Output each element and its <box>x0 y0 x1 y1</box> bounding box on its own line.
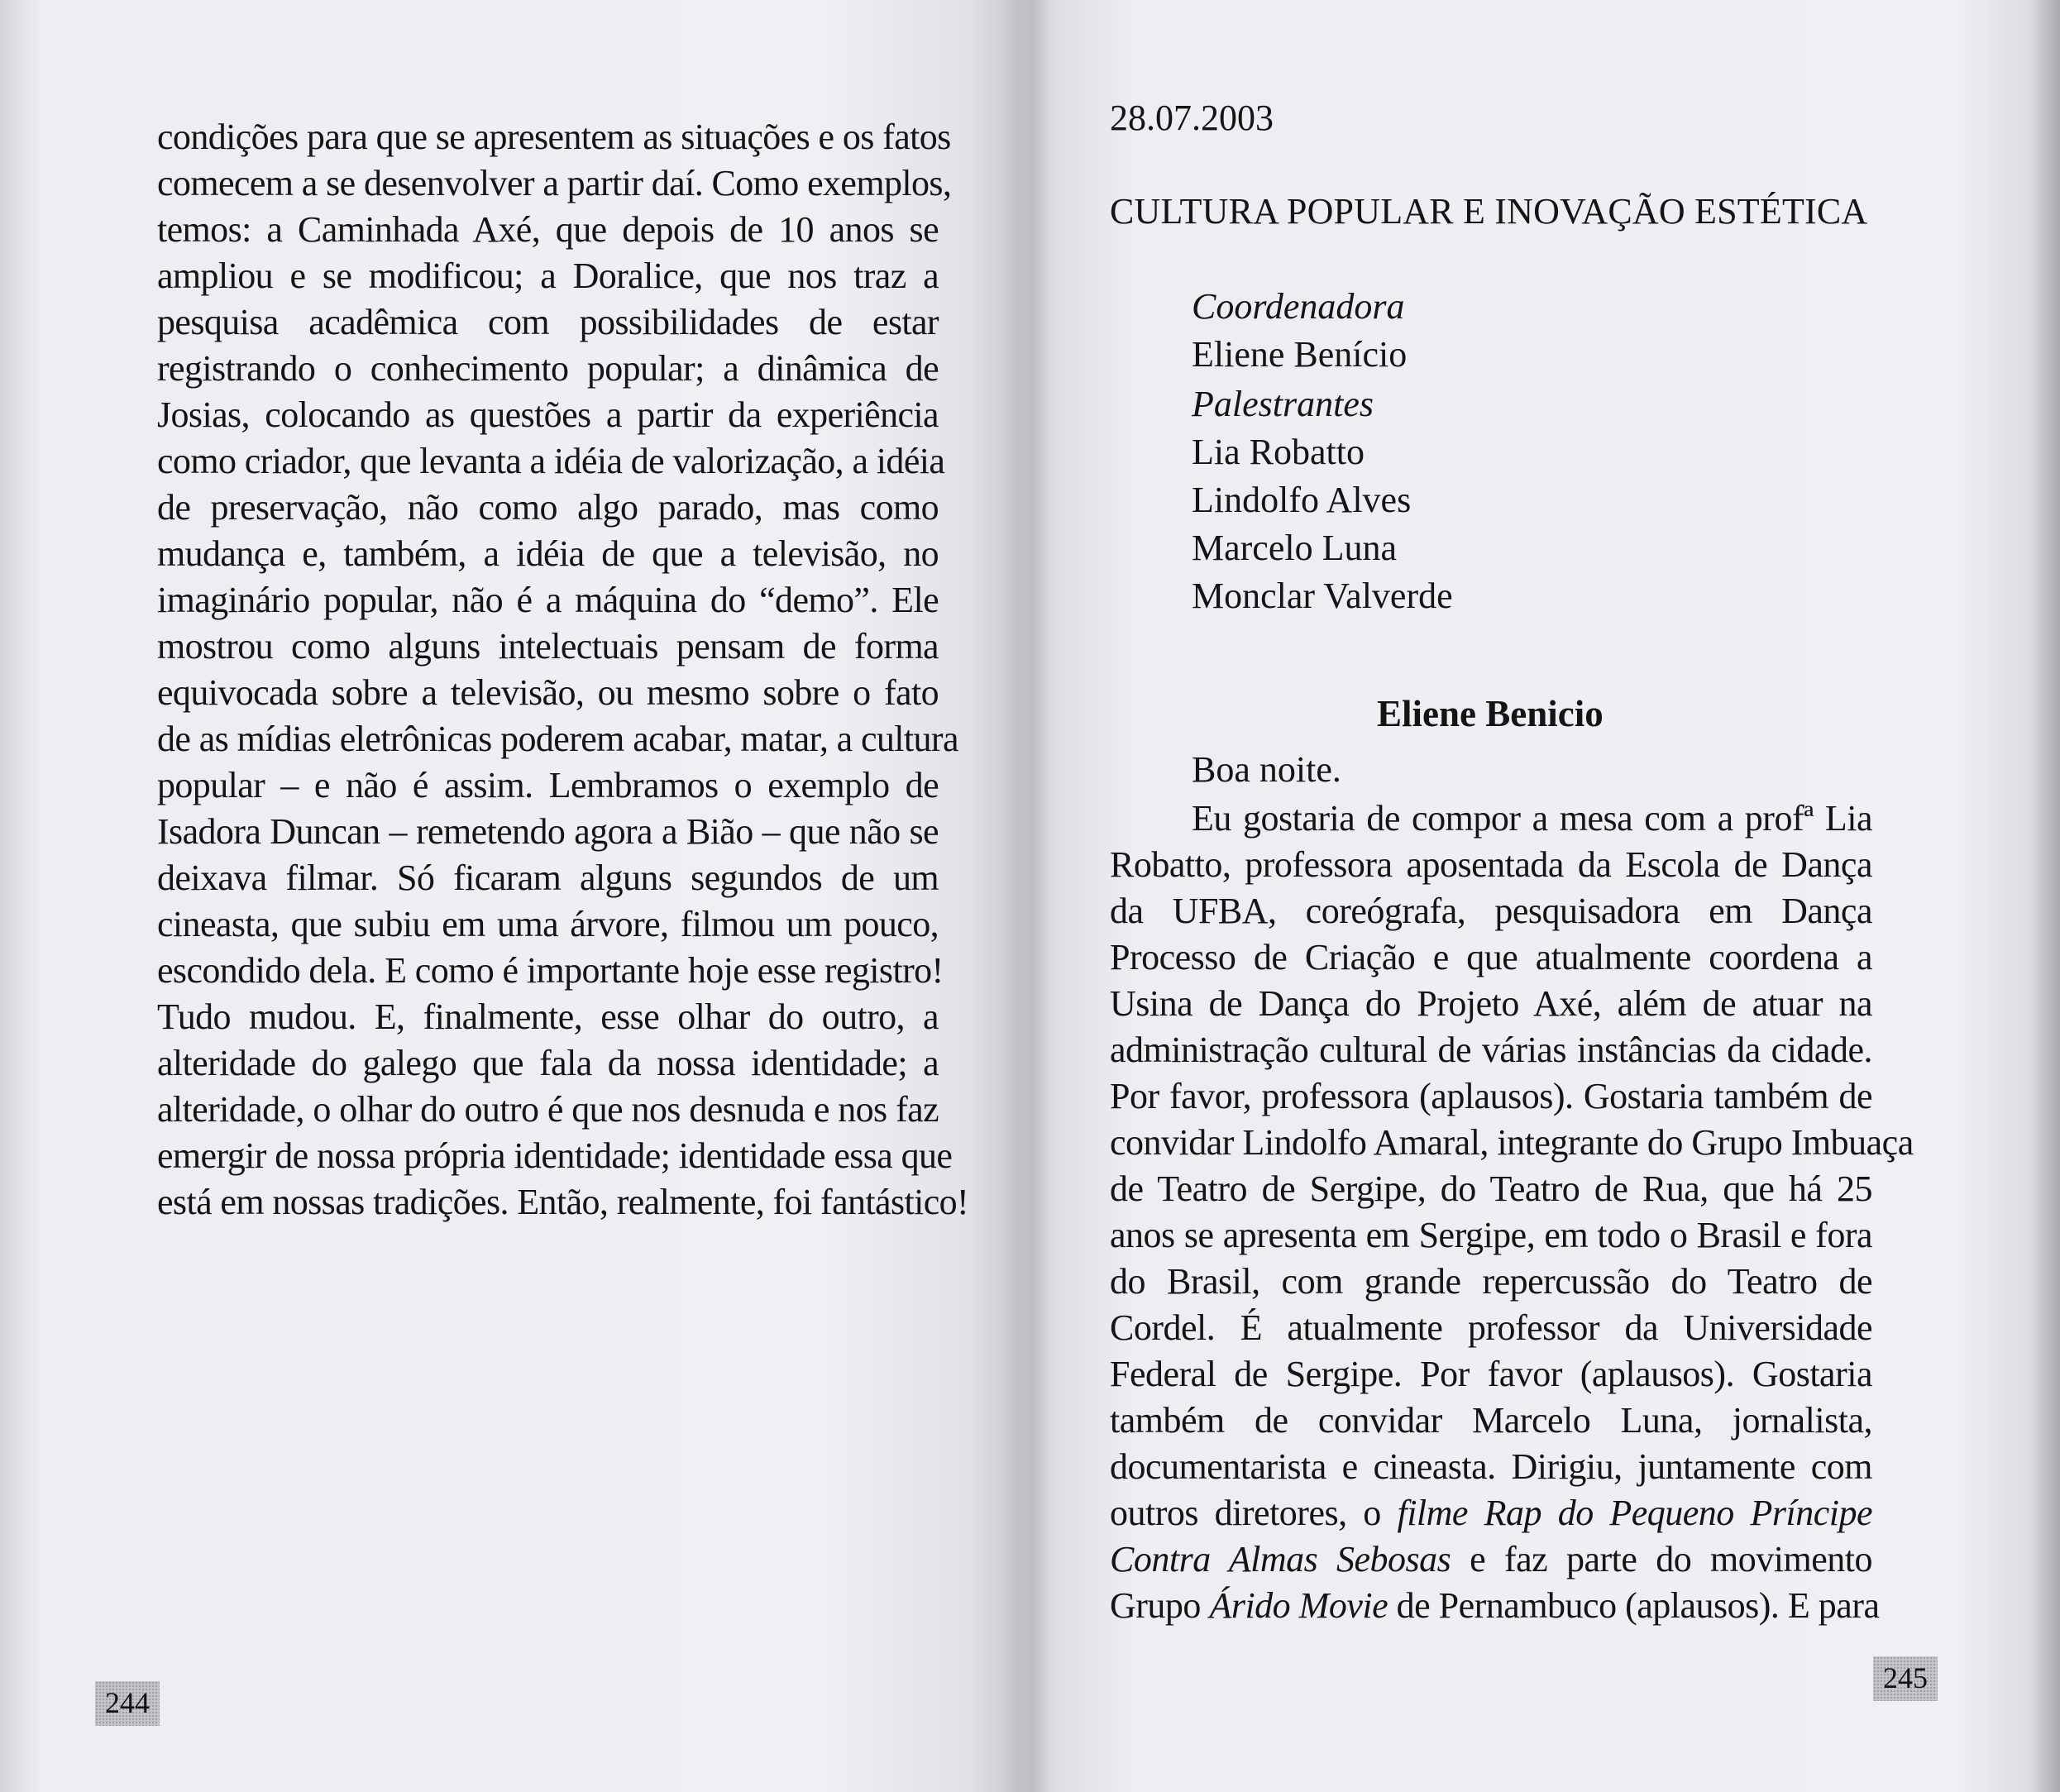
text-line: comecem a se desenvolver a partir daí. Como exemplos, <box>157 163 952 203</box>
text-line: de as mídias eletrônicas poderem acabar, matar, a cultura <box>157 719 958 759</box>
text-line: Cordel. É atualmente professor da Universidade <box>1110 1307 1872 1348</box>
text-line: do Brasil, com grande repercussão do Teatro de <box>1110 1261 1872 1302</box>
left-page-text <box>157 114 969 1226</box>
text-line: Eu gostaria de compor a mesa com a profª Lia <box>1192 798 1872 839</box>
text-line: anos se apresenta em Sergipe, em todo o Brasil e fora <box>1110 1215 1872 1255</box>
text-line: equivocada sobre a televisão, ou mesmo sobre o fato <box>157 672 939 713</box>
film-title: filme Rap do Pequeno Príncipe <box>1397 1493 1872 1533</box>
session-date: 28.07.2003 <box>1110 98 1274 138</box>
speaker-item: Monclar Valverde <box>1192 576 1453 616</box>
text-line: imaginário popular, não é a máquina do “demo”. Ele <box>157 580 939 620</box>
text-line: Tudo mudou. E, finalmente, esse olhar do outro, a <box>157 996 939 1037</box>
text-line: como criador, que levanta a idéia de valorização, a idéia <box>157 441 945 481</box>
text-line: pesquisa acadêmica com possibilidades de estar <box>157 302 939 342</box>
right-page <box>1030 0 2060 1792</box>
text-line <box>1110 1536 1872 1583</box>
text-line: condições para que se apresentem as situações e os fatos <box>157 117 951 157</box>
text-line: de preservação, não como algo parado, mas como <box>157 487 939 528</box>
text-run: de Pernambuco (aplausos). E para <box>1388 1585 1880 1626</box>
text-line: Usina de Dança do Projeto Axé, além de atuar na <box>1110 983 1872 1024</box>
movement-name: Árido Movie <box>1209 1585 1388 1626</box>
coordinator-label: Coordenadora <box>1192 286 1405 327</box>
text-run: e faz parte do movimento <box>1451 1539 1872 1579</box>
speakers-list <box>1192 428 1453 620</box>
greeting: Boa noite. <box>1192 749 1341 790</box>
text-line: convidar Lindolfo Amaral, integrante do Grupo Imbuaça <box>1110 1122 1914 1163</box>
right-page-text <box>1110 796 1914 1629</box>
text-line: mudança e, também, a idéia de que a televisão, no <box>157 533 939 574</box>
text-line: emergir de nossa própria identidade; identidade essa que <box>157 1135 953 1176</box>
page-number: 245 <box>1873 1656 1938 1701</box>
speakers-label: Palestrantes <box>1192 384 1374 424</box>
text-line: escondido dela. E como é importante hoje esse registro! <box>157 950 944 991</box>
text-line: Federal de Sergipe. Por favor (aplausos). Gostaria <box>1110 1354 1872 1394</box>
text-run: Grupo <box>1110 1585 1210 1626</box>
text-line: de Teatro de Sergipe, do Teatro de Rua, que há 25 <box>1110 1168 1872 1209</box>
text-line: alteridade, o olhar do outro é que nos desnuda e nos faz <box>157 1089 939 1130</box>
text-line: mostrou como alguns intelectuais pensam de forma <box>157 626 939 667</box>
speaker-item: Lia Robatto <box>1192 432 1365 472</box>
text-line: registrando o conhecimento popular; a dinâmica de <box>157 348 939 389</box>
text-line: ampliou e se modificou; a Doralice, que nos traz a <box>157 256 939 296</box>
text-line: Processo de Criação e que atualmente coordena a <box>1110 937 1872 977</box>
page-number: 244 <box>95 1681 160 1726</box>
text-line: está em nossas tradições. Então, realmente, foi fantástico! <box>157 1182 969 1222</box>
text-line: Josias, colocando as questões a partir da experiência <box>157 394 939 435</box>
speaker-item: Lindolfo Alves <box>1192 480 1412 520</box>
text-line: Robatto, professora aposentada da Escola de Dança <box>1110 844 1872 885</box>
text-line: também de convidar Marcelo Luna, jornalista, <box>1110 1400 1872 1441</box>
text-line: popular – e não é assim. Lembramos o exemplo de <box>157 765 939 805</box>
text-line: temos: a Caminhada Axé, que depois de 10 anos se <box>157 209 939 250</box>
text-line <box>1110 1490 1872 1536</box>
coordinator-name: Eliene Benício <box>1192 334 1408 375</box>
text-line: alteridade do galego que fala da nossa identidade; a <box>157 1043 939 1083</box>
speaker-heading: Eliene Benicio <box>1377 693 1604 734</box>
speaker-item: Marcelo Luna <box>1192 528 1397 568</box>
text-line: Por favor, professora (aplausos). Gostaria também de <box>1110 1076 1872 1116</box>
text-line: cineasta, que subiu em uma árvore, filmou um pouco, <box>157 904 939 944</box>
text-line <box>1110 1583 1880 1629</box>
film-title: Contra Almas Sebosas <box>1110 1539 1451 1579</box>
text-line: da UFBA, coreógrafa, pesquisadora em Dança <box>1110 891 1872 931</box>
text-line: deixava filmar. Só ficaram alguns segundos de um <box>157 858 939 898</box>
text-run: outros diretores, o <box>1110 1493 1398 1533</box>
section-title: CULTURA POPULAR E INOVAÇÃO ESTÉTICA <box>1110 191 1868 232</box>
text-line: documentarista e cineasta. Dirigiu, juntamente com <box>1110 1446 1872 1487</box>
text-line: administração cultural de várias instâncias da cidade. <box>1110 1030 1872 1070</box>
left-page <box>0 0 1017 1792</box>
text-line: Isadora Duncan – remetendo agora a Bião – que não se <box>157 811 939 852</box>
